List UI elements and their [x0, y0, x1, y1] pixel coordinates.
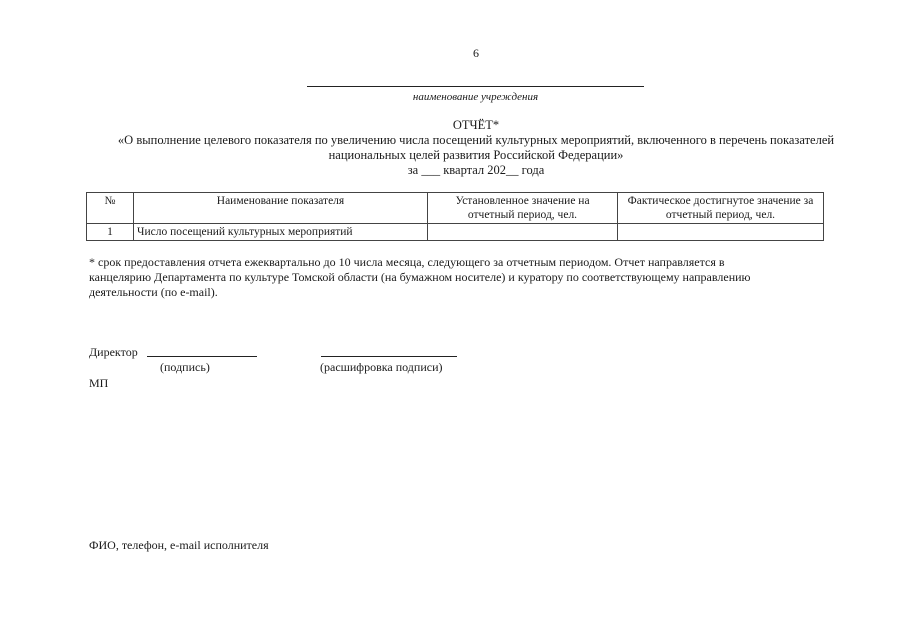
column-header-actual: Фактическое достигнутое значение за отчетный период, чел. [618, 193, 824, 224]
stamp-label: МП [89, 376, 109, 390]
organization-underline [307, 86, 644, 87]
signature-decoding-line [321, 356, 457, 357]
footnote: * срок предоставления отчета ежеквартально до 10 числа месяца, следующего за отчетным периодом. Отчет направляется в канцелярию Департамента по культуре Томской области (на бумажном носителе) и куратору по соответствующему направлению деятельности (по e-mail). [89, 255, 751, 299]
title-heading: ОТЧЁТ* [452, 118, 500, 132]
column-header-planned: Установленное значение на отчетный период, чел. [428, 193, 618, 224]
organization-caption: наименование учреждения [412, 91, 539, 103]
title-subject: «О выполнение целевого показателя по увеличению числа посещений культурных мероприятий, включенного в перечень показателей [117, 133, 835, 147]
table-row [87, 224, 824, 241]
column-header-indicator: Наименование показателя [134, 193, 428, 224]
cell-indicator: Число посещений культурных мероприятий [134, 224, 428, 241]
table-header-row [87, 193, 824, 224]
cell-planned [428, 224, 618, 241]
signature-decoding-caption: (расшифровка подписи) [320, 360, 443, 374]
cell-number: 1 [87, 224, 134, 241]
title-subject-continued: национальных целей развития Российской Федерации» [328, 148, 624, 162]
signature-caption: (подпись) [160, 360, 210, 374]
executor-info: ФИО, телефон, e-mail исполнителя [89, 538, 269, 552]
report-table [86, 192, 824, 241]
report-title [90, 118, 862, 178]
signature-line [147, 356, 257, 357]
page-number: 6 [473, 46, 479, 60]
cell-actual [618, 224, 824, 241]
signature-role: Директор [89, 345, 138, 359]
column-header-number: № [87, 193, 134, 224]
title-period: за ___ квартал 202__ года [407, 163, 545, 177]
